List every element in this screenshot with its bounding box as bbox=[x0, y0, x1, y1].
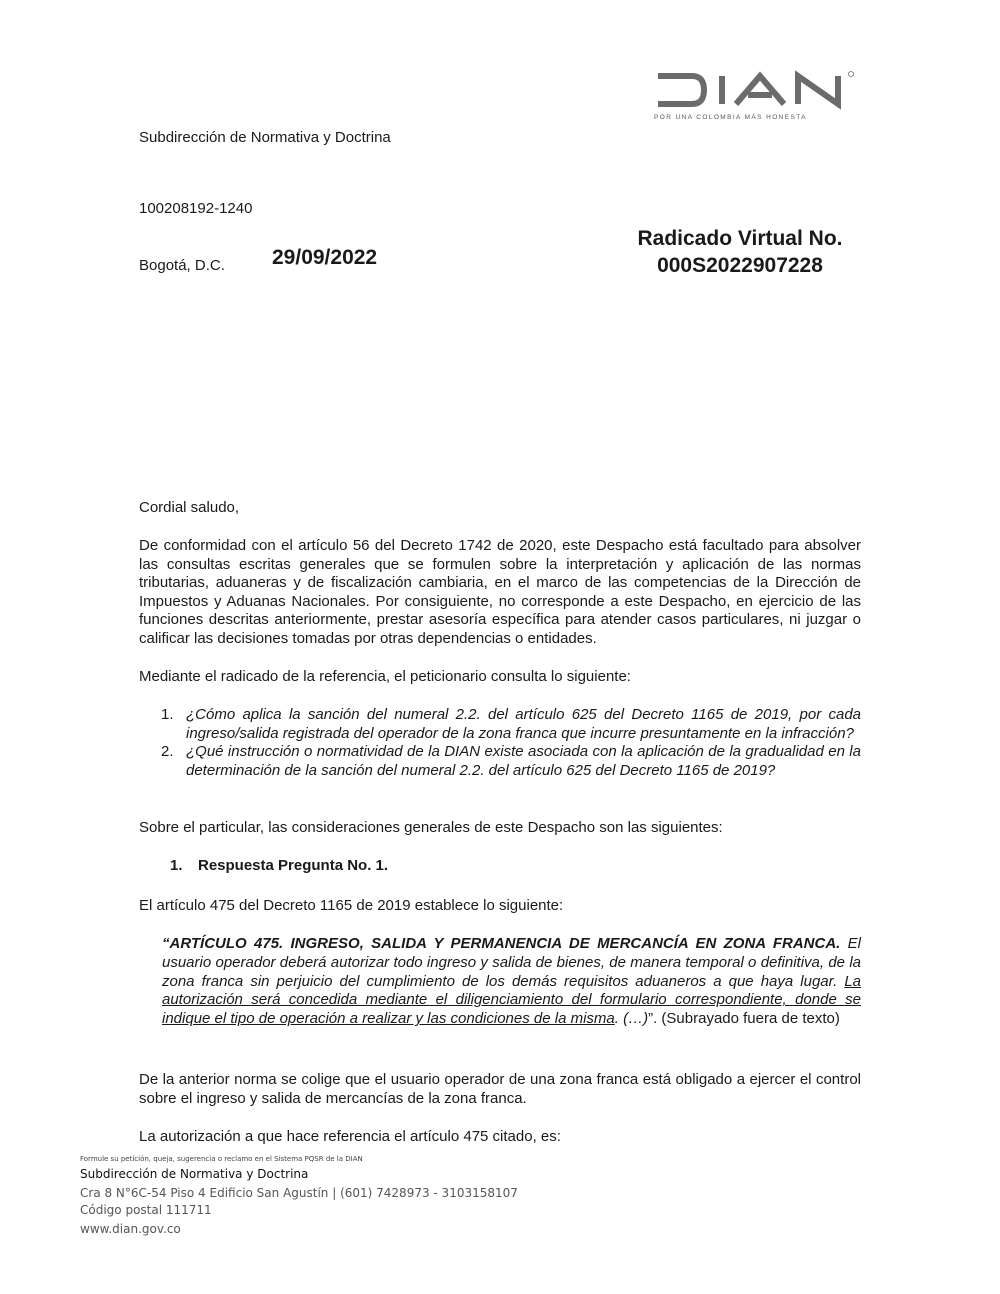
section-number: 1. bbox=[170, 857, 183, 874]
quote-closing: ”. (Subrayado fuera de texto) bbox=[648, 1010, 840, 1028]
question-text: ¿Qué instrucción o normatividad de la DIAN existe asociada con la aplicación de la gradualidad en la determinación de la sanción del numeral 2.2. del artículo 625 del Decreto 1165 de 2019? bbox=[186, 743, 861, 779]
quote-title: “ARTÍCULO 475. INGRESO, SALIDA Y PERMANENCIA DE MERCANCÍA EN ZONA FRANCA. bbox=[162, 935, 841, 952]
quote-underlined-text: La autorización será concedida mediante el diligenciamiento del formulario correspondiente, donde se indique el tipo de operación a realizar y las condiciones de la misma bbox=[162, 972, 861, 1028]
footer-postal-code: Código postal 111711 bbox=[80, 1203, 212, 1217]
paragraph-competence: De conformidad con el artículo 56 del Decreto 1742 de 2020, este Despacho está facultado para absolver las consultas escritas generales que se formulen sobre la interpretación y aplicación de las normas tributarias, aduaneras y de fiscalización cambiaria, en el marco de las competencias de la Dirección de Impuestos y Aduanas Nacionales. Por consiguiente, no corresponde a este Despacho, en ejercicio de las funciones descritas anteriormente, prestar asesoría específica para atender casos particulares, ni juzgar o calificar las decisiones tomadas por otras dependencias o entidades. bbox=[139, 537, 861, 647]
paragraph-considerations: Sobre el particular, las consideraciones generales de este Despacho son las siguientes: bbox=[139, 819, 723, 836]
questions-list bbox=[139, 706, 861, 780]
office-name: Subdirección de Normativa y Doctrina bbox=[139, 129, 391, 146]
greeting: Cordial saludo, bbox=[139, 499, 240, 516]
radicado-label: Radicado Virtual No. bbox=[637, 227, 843, 250]
quote-text: El usuario operador deberá autorizar todo ingreso y salida de bienes, de manera temporal o definitiva, de la zona franca sin perjuicio del cumplimiento de los demás requisitos aduaneros a que haya lugar. bbox=[162, 935, 861, 990]
section-heading bbox=[170, 857, 388, 874]
dian-logo-mark bbox=[652, 70, 862, 114]
logo-tagline: POR UNA COLOMBIA MÁS HONESTA bbox=[654, 114, 807, 121]
footer-pqsr-note: Formule su petición, queja, sugerencia o reclamo en el Sistema PQSR de la DIAN bbox=[80, 1155, 363, 1163]
radicado-number: 000S2022907228 bbox=[657, 254, 823, 277]
radicado-block bbox=[610, 225, 870, 279]
paragraph-consultation-intro: Mediante el radicado de la referencia, el peticionario consulta lo siguiente: bbox=[139, 668, 631, 685]
question-number: 1. bbox=[161, 706, 174, 723]
paragraph-authorization: La autorización a que hace referencia el artículo 475 citado, es: bbox=[139, 1128, 561, 1145]
reference-number: 100208192-1240 bbox=[139, 200, 253, 217]
question-text: ¿Cómo aplica la sanción del numeral 2.2. del artículo 625 del Decreto 1165 de 2019, por cada ingreso/salida registrada del operador de la zona franca que incurre presuntamente en la infracción? bbox=[186, 706, 861, 742]
dian-logo bbox=[652, 70, 862, 126]
quote-ellipsis: . (…) bbox=[614, 1010, 649, 1028]
footer-website[interactable]: www.dian.gov.co bbox=[80, 1222, 181, 1236]
footer-office: Subdirección de Normativa y Doctrina bbox=[80, 1167, 309, 1181]
footer-address: Cra 8 N°6C-54 Piso 4 Edificio San Agustín | (601) 7428973 - 3103158107 bbox=[80, 1186, 518, 1200]
list-item bbox=[139, 706, 861, 743]
paragraph-article-intro: El artículo 475 del Decreto 1165 de 2019 establece lo siguiente: bbox=[139, 897, 564, 914]
section-title: Respuesta Pregunta No. 1. bbox=[198, 857, 389, 874]
list-item bbox=[139, 743, 861, 780]
city: Bogotá, D.C. bbox=[139, 257, 225, 274]
article-quote bbox=[162, 935, 861, 1029]
letter-date: 29/09/2022 bbox=[272, 246, 378, 269]
paragraph-conclusion: De la anterior norma se colige que el usuario operador de una zona franca está obligado a ejercer el control sobre el ingreso y salida de mercancías de la zona franca. bbox=[139, 1071, 861, 1107]
question-number: 2. bbox=[161, 743, 174, 760]
